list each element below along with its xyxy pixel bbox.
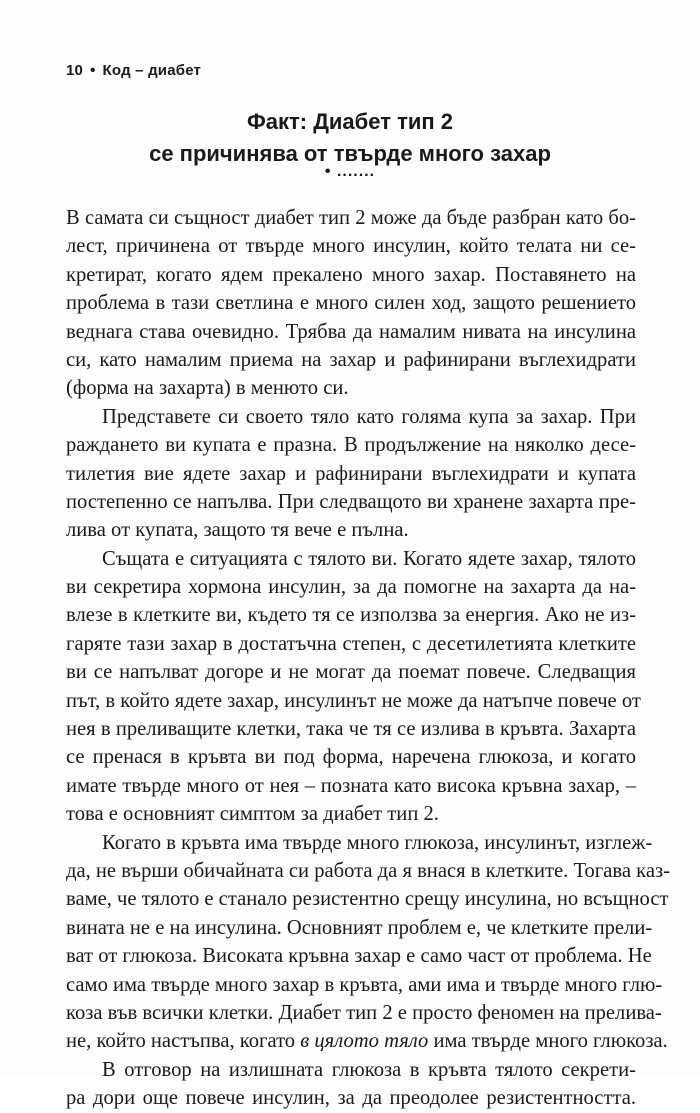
text-line: веднага става очевидно. Трябва да намалим нивата на инсулина: [66, 320, 636, 343]
text-line: Същата е ситуацията с тялото ви. Когато ядете захар, тялото: [102, 547, 636, 570]
chapter-title: [66, 106, 634, 170]
text-line: влезе в клетките ви, където тя се използва за енергия. Ако не из-: [66, 604, 636, 627]
text-segment: има твърде много глюкоза.: [428, 1030, 668, 1053]
text-line: само има твърде много захар в кръвта, ами има и твърде много глю-: [66, 973, 663, 996]
text-line: В самата си същност диабет тип 2 може да бъде разбран като бо-: [66, 207, 636, 229]
text-line: ра дори още повече инсулин, за да преодолее резистентността.: [66, 1087, 636, 1110]
bullet-separator: •: [90, 62, 96, 79]
text-line: гаряте тази захар в достатъчна степен, с десетилетията клетките: [66, 632, 636, 655]
text-line: се пренася в кръвта ви под форма, наречена глюкоза, и когато: [66, 746, 636, 769]
text-line: ват от глюкоза. Високата кръвна захар е само част от проблема. Не: [66, 945, 652, 968]
text-line: лест, причинена от твърде много инсулин, който телата ни се-: [66, 235, 636, 258]
body-text: [66, 204, 670, 1113]
text-line: имате твърде много от нея – позната като висока кръвна захар, –: [66, 774, 636, 797]
book-title: Код – диабет: [102, 62, 202, 79]
chapter-title-line-2: се причинява от твърде много захар: [149, 141, 551, 166]
text-line: раждането ви купата е празна. В продължение на няколко десе-: [66, 434, 636, 457]
text-line: (форма на захарта) в менюто си.: [66, 377, 349, 400]
text-line: Когато в кръвта има твърде много глюкоза, инсулинът, изглеж-: [102, 831, 653, 854]
text-line: това е основният симптом за диабет тип 2.: [66, 803, 439, 826]
text-line: В отговор на излишната глюкоза в кръвта тялото секрети-: [102, 1058, 636, 1081]
page-number: 10: [66, 62, 84, 79]
text-line: коза във всички клетки. Диабет тип 2 е просто феномен на прелива-: [66, 1001, 662, 1024]
text-line: си, като намалим приема на захар и рафинирани въглехидрати: [66, 348, 636, 371]
text-line: нея в преливащите клетки, така че тя се излива в кръвта. Захарта: [66, 718, 636, 741]
text-line: проблема в тази светлина е много силен ход, защото решението: [66, 292, 636, 315]
text-line: ви се напълват догоре и не могат да поемат повече. Следващия: [66, 661, 636, 684]
text-line: постепенно се напълва. При следващото ви хранене захарта пре-: [66, 490, 636, 513]
text-line: ви секретира хормона инсулин, за да помогне на захарта да на-: [66, 576, 636, 599]
title-ornament: • .......: [324, 163, 376, 180]
running-header: [66, 62, 201, 79]
italic-phrase: в цялото тяло: [300, 1030, 429, 1053]
chapter-title-line-1: Факт: Диабет тип 2: [246, 109, 454, 134]
text-line: тилетия вие ядете захар и рафинирани въглехидрати и купата: [66, 462, 636, 485]
text-segment: не, който настъпва, когато: [66, 1030, 301, 1053]
text-line: лива от купата, защото тя вече е пълна.: [66, 519, 409, 542]
text-line: Представете си своето тяло като голяма купа за захар. При: [102, 405, 636, 428]
text-line: да, не върши обичайната си работа да я внася в клетките. Тогава каз-: [66, 859, 670, 882]
text-line-with-italic: [66, 1027, 668, 1055]
text-line: път, в който ядете захар, инсулинът не може да натъпче повече от: [66, 689, 641, 712]
text-line: ваме, че тялото е станало резистентно срещу инсулина, но всъщност: [66, 888, 669, 911]
text-line: вината не е на инсулина. Основният проблем е, че клетките прели-: [66, 916, 653, 939]
text-line: кретират, когато ядем прекалено много захар. Поставянето на: [66, 263, 636, 286]
